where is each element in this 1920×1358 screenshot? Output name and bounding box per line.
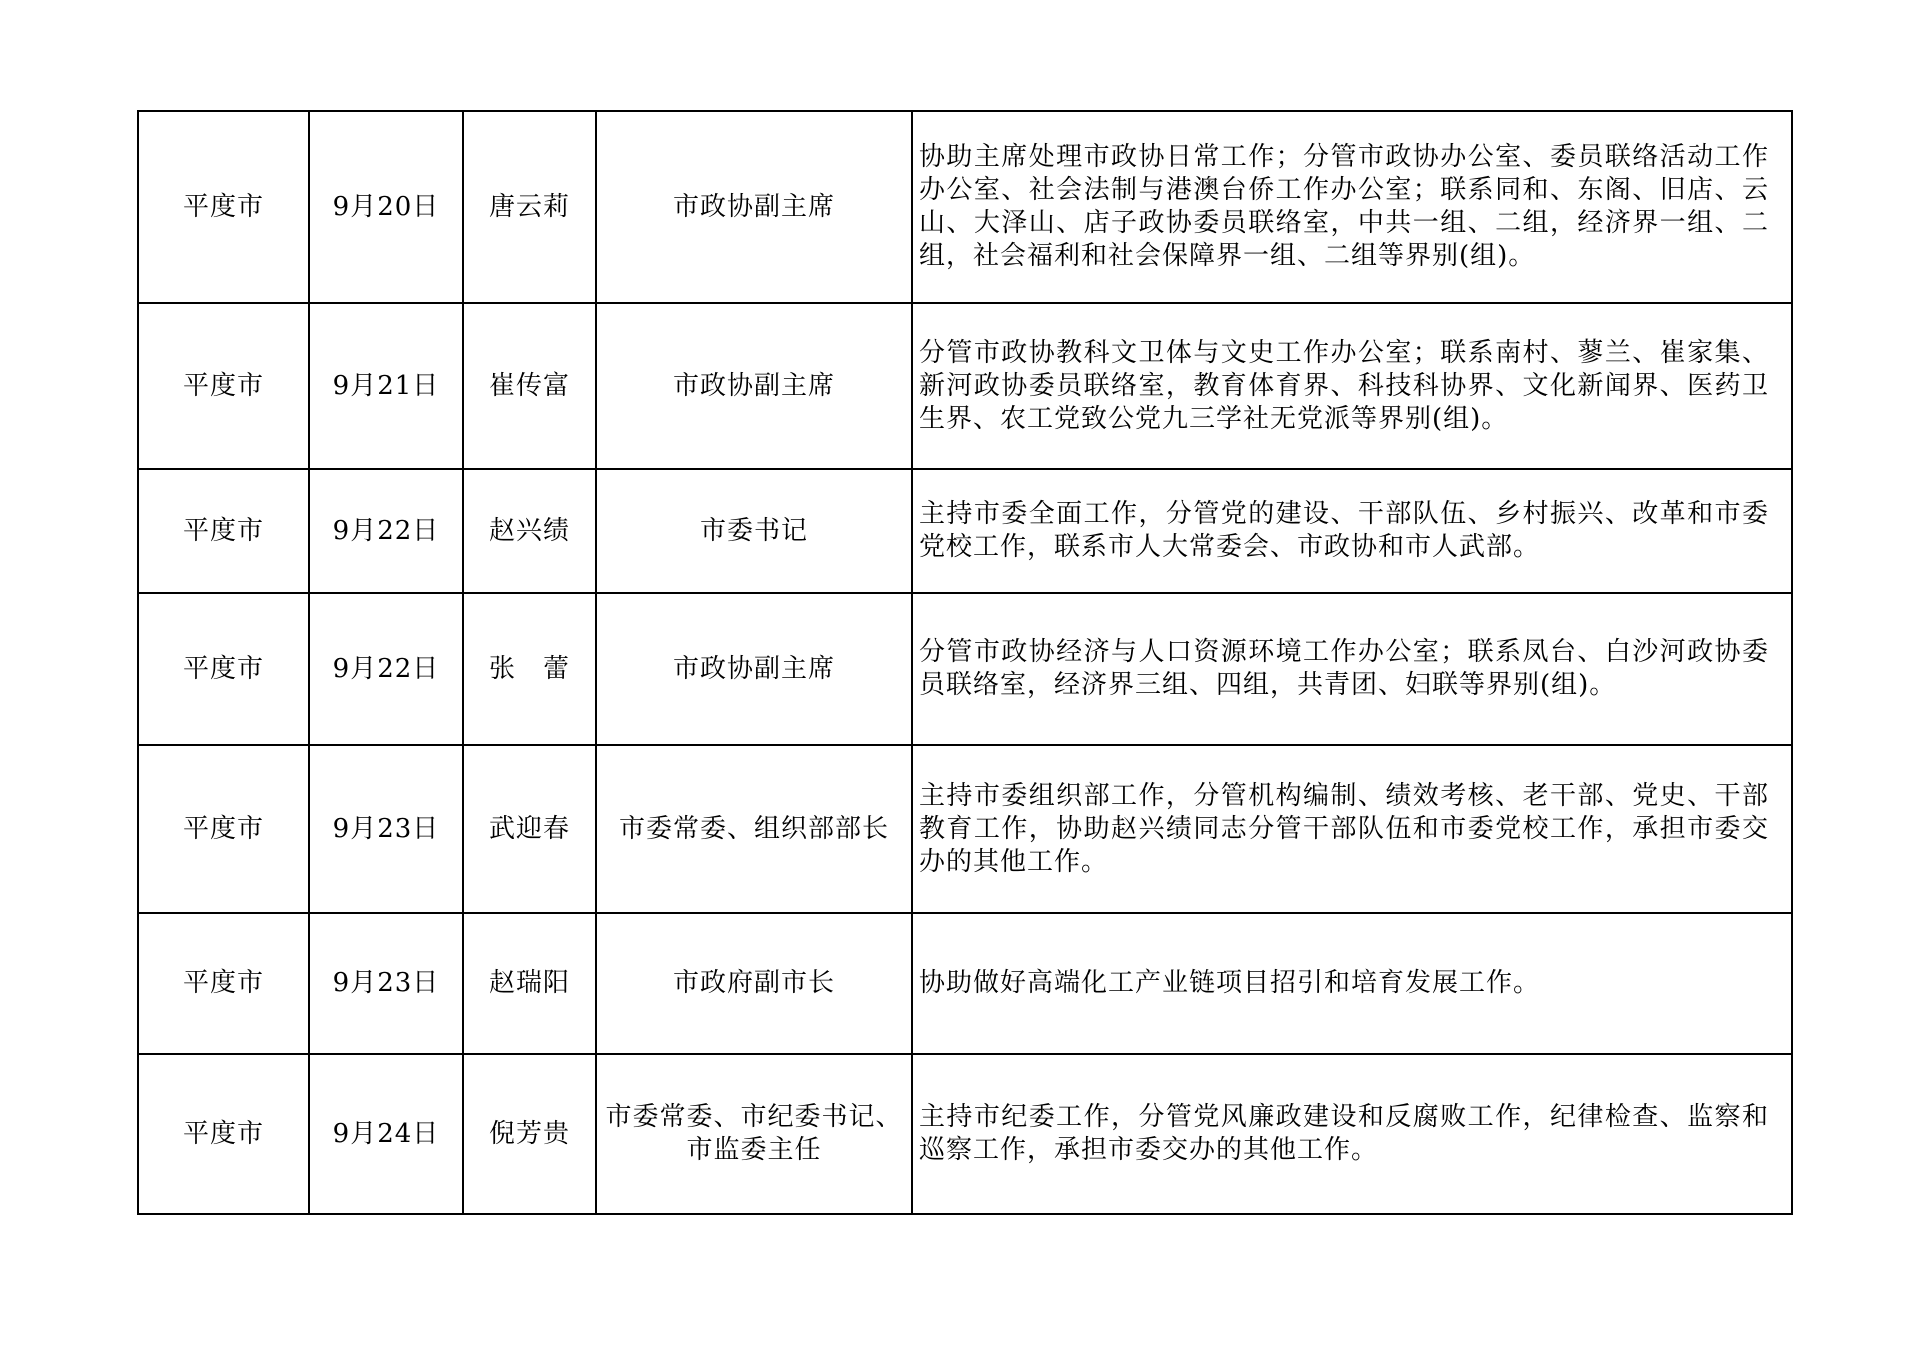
- duties-cell: 协助主席处理市政协日常工作；分管市政协办公室、委员联络活动工作办公室、社会法制与港澳台侨工作办公室；联系同和、东阁、旧店、云山、大泽山、店子政协委员联络室，中共一组、二组，经济界一组、二组，社会福利和社会保障界一组、二组等界别(组)。: [912, 111, 1792, 303]
- name-cell: 倪芳贵: [463, 1054, 596, 1214]
- city-cell: 平度市: [138, 111, 309, 303]
- position-cell: 市政协副主席: [596, 303, 912, 469]
- duties-cell: 主持市委全面工作，分管党的建设、干部队伍、乡村振兴、改革和市委党校工作，联系市人大常委会、市政协和市人武部。: [912, 469, 1792, 593]
- duties-cell: 协助做好高端化工产业链项目招引和培育发展工作。: [912, 913, 1792, 1054]
- position-cell: 市政协副主席: [596, 111, 912, 303]
- name-cell: 赵瑞阳: [463, 913, 596, 1054]
- name-cell: 崔传富: [463, 303, 596, 469]
- table-row: [138, 913, 1792, 1054]
- position-cell: 市委常委、组织部部长: [596, 745, 912, 913]
- duties-cell: 分管市政协教科文卫体与文史工作办公室；联系南村、蓼兰、崔家集、新河政协委员联络室，教育体育界、科技科协界、文化新闻界、医药卫生界、农工党致公党九三学社无党派等界别(组)。: [912, 303, 1792, 469]
- table-row: [138, 111, 1792, 303]
- table-row: [138, 469, 1792, 593]
- date-cell: 9月23日: [309, 745, 463, 913]
- date-cell: 9月22日: [309, 593, 463, 745]
- date-cell: 9月23日: [309, 913, 463, 1054]
- name-cell: 赵兴绩: [463, 469, 596, 593]
- city-cell: 平度市: [138, 745, 309, 913]
- table-row: [138, 745, 1792, 913]
- duty-schedule-table: [137, 110, 1793, 1215]
- date-cell: 9月24日: [309, 1054, 463, 1214]
- table-row: [138, 1054, 1792, 1214]
- position-cell: 市政协副主席: [596, 593, 912, 745]
- date-cell: 9月21日: [309, 303, 463, 469]
- table-row: [138, 303, 1792, 469]
- table-body: [138, 111, 1792, 1214]
- date-cell: 9月22日: [309, 469, 463, 593]
- duties-cell: 主持市委组织部工作，分管机构编制、绩效考核、老干部、党史、干部教育工作，协助赵兴绩同志分管干部队伍和市委党校工作，承担市委交办的其他工作。: [912, 745, 1792, 913]
- city-cell: 平度市: [138, 593, 309, 745]
- duties-cell: 分管市政协经济与人口资源环境工作办公室；联系凤台、白沙河政协委员联络室，经济界三组、四组，共青团、妇联等界别(组)。: [912, 593, 1792, 745]
- city-cell: 平度市: [138, 303, 309, 469]
- city-cell: 平度市: [138, 1054, 309, 1214]
- city-cell: 平度市: [138, 469, 309, 593]
- name-cell: 唐云莉: [463, 111, 596, 303]
- table-row: [138, 593, 1792, 745]
- position-cell: 市委书记: [596, 469, 912, 593]
- position-cell: 市委常委、市纪委书记、市监委主任: [596, 1054, 912, 1214]
- date-cell: 9月20日: [309, 111, 463, 303]
- name-cell: 武迎春: [463, 745, 596, 913]
- position-cell: 市政府副市长: [596, 913, 912, 1054]
- city-cell: 平度市: [138, 913, 309, 1054]
- name-cell: 张 蕾: [463, 593, 596, 745]
- duties-cell: 主持市纪委工作，分管党风廉政建设和反腐败工作，纪律检查、监察和巡察工作，承担市委交办的其他工作。: [912, 1054, 1792, 1214]
